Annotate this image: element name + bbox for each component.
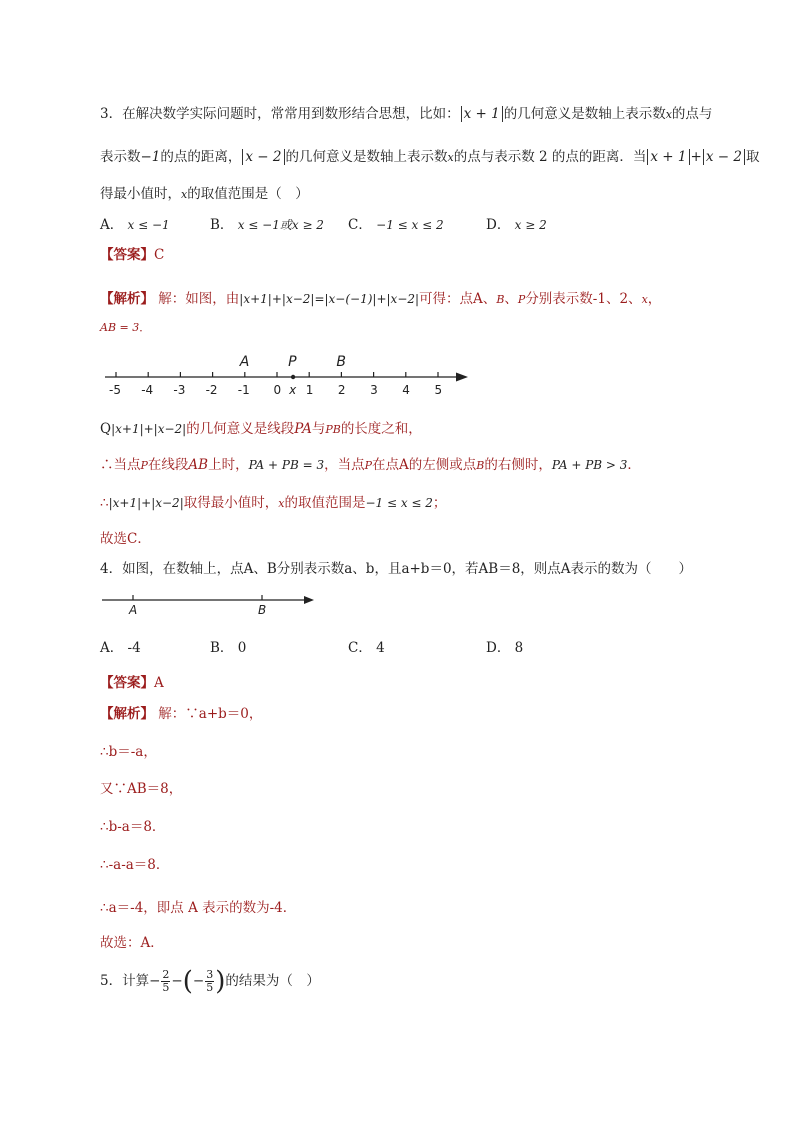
axis-arrow-icon — [456, 373, 468, 382]
q4-stem: 4．如图，在数轴上，点A、B分别表示数a、b，且a+b＝0，若AB＝8，则点A表示的数为（ ） — [100, 561, 693, 577]
tick-label: 5 — [434, 383, 443, 397]
fraction-3-5: $\frac{3}{5}$ — [206, 968, 214, 994]
point-label-b: B — [336, 354, 347, 370]
q4-option-c: C． 4 — [348, 640, 385, 656]
tick-label: -1 — [237, 383, 250, 397]
q4-conclusion: 故选：A． — [100, 935, 164, 951]
fraction-2-5: $\frac{2}{5}$ — [162, 968, 170, 994]
q5-stem: 5．计算− $\frac{2}{5}$ −(− $\frac{3}{5}$ )的结果为（ ） — [100, 966, 320, 997]
q3-line-2: 表示数−1的点的距离， x − 2 的几何意义是数轴上表示数x的点与表示数 2 的点的距离．当 x + 1 + x − 2 取 — [100, 149, 760, 165]
tick-label: 3 — [370, 383, 378, 397]
point-p-dot — [291, 375, 295, 379]
tick-label: -2 — [205, 383, 218, 397]
q4-axis-arrow-icon — [304, 596, 314, 604]
tick-label: 1 — [305, 383, 314, 397]
q3-answer: 【答案】C — [100, 247, 165, 263]
tick-label: -5 — [109, 383, 121, 397]
point-label-p: P — [288, 354, 297, 370]
q3-step-2: ∴当点P在线段AB上时，PA + PB = 3，当点P在点A的左侧或点B的右侧时，PA + PB > 3． — [100, 457, 641, 473]
number-line-ticks — [109, 372, 442, 397]
q4-option-d: D． 8 — [486, 640, 524, 656]
tick-label: 4 — [402, 383, 410, 397]
number-line-points — [239, 354, 346, 397]
number-line-diagram — [100, 350, 480, 400]
tick-label: 0 — [273, 383, 282, 397]
q4-label-a: A — [129, 603, 138, 617]
q4-option-b: B． 0 — [210, 640, 247, 656]
q4-option-a: A． -4 — [100, 640, 141, 656]
q4-label-b: B — [258, 603, 267, 617]
q4-number-line-diagram — [100, 590, 320, 620]
q4-analysis-line-4: ∴b-a＝8． — [100, 819, 166, 835]
q3-step-3: ∴|x+1|+|x−2|取得最小值时，x的取值范围是−1 ≤ x ≤ 2； — [100, 495, 447, 511]
point-label-a: A — [239, 354, 250, 370]
q4-analysis-line-3: 又∵AB＝8， — [100, 781, 183, 797]
q3-option-b: B． x ≤ −1或x ≥ 2 — [210, 217, 324, 233]
q4-analysis-line-1: 【解析】 解：∵a+b＝0， — [100, 706, 263, 722]
abs-expression: x + 1 — [461, 106, 503, 122]
q3-line-3: 得最小值时，x的取值范围是（ ） — [100, 186, 309, 202]
q3-analysis-line-2: AB = 3． — [100, 321, 151, 334]
q3-analysis-line-1: 【解析】 解：如图，由|x+1|+|x−2|=|x−(−1)|+|x−2|可得：点A、B、P分别表示数-1、2、x， — [100, 291, 662, 307]
q3-option-a: A． x ≤ −1 — [100, 217, 170, 233]
tick-label: -4 — [141, 383, 154, 397]
q4-analysis-line-5: ∴-a-a＝8． — [100, 857, 170, 873]
q3-option-d: D． x ≥ 2 — [486, 217, 547, 233]
q3-step-1: Q|x+1|+|x−2|的几何意义是线段PA与PB的长度之和， — [100, 421, 422, 437]
q3-conclusion: 故选C． — [100, 531, 151, 547]
point-x-label: x — [289, 383, 297, 397]
tick-label: -3 — [173, 383, 186, 397]
q3-option-c: C． −1 ≤ x ≤ 2 — [348, 217, 444, 233]
q4-answer: 【答案】A — [100, 675, 164, 691]
q4-analysis-line-2: ∴b＝-a， — [100, 744, 157, 760]
q3-line-1: 3．在解决数学实际问题时，常常用到数形结合思想，比如： x + 1 的几何意义是数轴上表示数x的点与 — [100, 106, 713, 122]
tick-label: 2 — [337, 383, 346, 397]
q4-analysis-line-6: ∴a＝-4，即点 A 表示的数为-4． — [100, 900, 297, 916]
